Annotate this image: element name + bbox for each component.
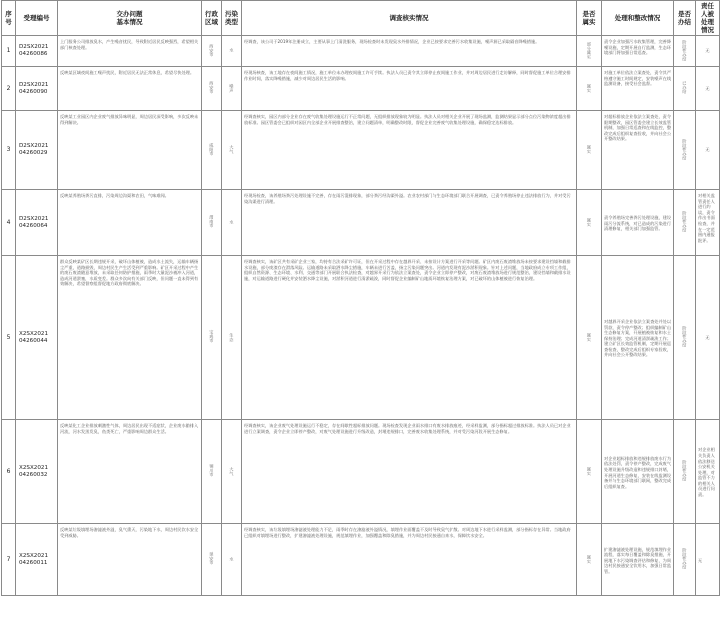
verified-cell: 属实 (577, 67, 602, 111)
closed-cell: 已办结 (674, 67, 696, 111)
verified-cell: 属实 (577, 256, 602, 420)
accountability-cell: 无 (696, 36, 720, 67)
type-cell: 水 (222, 190, 242, 256)
table-row (2, 111, 720, 190)
header-code: 受理编号 (16, 1, 58, 36)
table-row (2, 67, 720, 111)
code-cell: D2SX2021 04260086 (16, 36, 58, 67)
type-cell: 水 (222, 524, 242, 596)
closed-cell: 阶段性办结 (674, 420, 696, 524)
header-accountability: 责任人被 处理情况 (696, 1, 720, 36)
closed-cell: 阶段性办结 (674, 190, 696, 256)
seq-cell: 5 (2, 256, 16, 420)
code-cell: X2SX2021 04260011 (16, 524, 58, 596)
verified-cell: 部分属实 (577, 36, 602, 67)
district-cell: 咸阳市 (202, 111, 222, 190)
seq-cell: 3 (2, 111, 16, 190)
district-cell: 西安市 (202, 36, 222, 67)
problem-cell: 反映某区域夜间施工噪声扰民，附近居民无法正常休息，希望尽快处理。 (58, 67, 202, 111)
investigation-cell: 经调查核实，该垃圾填埋场渗滤液处理能力不足，雨季时存在渗滤液外溢情况，填埋作业面覆盖不及时导致臭气扩散。对周边地下水进行采样监测，部分指标存在异常。当地政府已组织对填埋场进行整改，扩建渗滤液处理设施，规范填埋作业，加强覆盖和除臭措施，并为周边村民接通自来水，保障饮水安全。 (242, 524, 577, 596)
seq-cell: 1 (2, 36, 16, 67)
type-cell: 噪声 (222, 67, 242, 111)
header-district: 行政 区域 (202, 1, 222, 36)
investigation-cell: 经现场检查，该养殖场粪污处理设施不完善，存在雨污混排现象，部分粪污经沟渠外溢。农业农村部门与生态环境部门联合开展调查，已责令养殖场停止违法排放行为，并对受污染沟渠进行清理。 (242, 190, 577, 256)
accountability-cell: 对企业相关负责人依法移送公安机关处理，对监管不力的相关人员进行问责。 (696, 420, 720, 524)
verified-cell: 属实 (577, 111, 602, 190)
verified-cell: 属实 (577, 190, 602, 256)
closed-cell: 阶段性办结 (674, 256, 696, 420)
header-handling: 处理和整改情况 (602, 1, 674, 36)
code-cell: D2SX2021 04260029 (16, 111, 58, 190)
handling-cell: 责令企业加强污水收集管理，完善降噪设施，定期开展自行监测，生态环境部门将加强日常巡查。 (602, 36, 674, 67)
closed-cell: 阶段性办结 (674, 36, 696, 67)
case-table (1, 0, 720, 596)
header-investigation: 调查核实情况 (242, 1, 577, 36)
handling-cell: 对超标排放企业依法立案查处，责令限期整改，园区管委会建立长效监管机制，加强日常巡查和在线监控，整改完成后组织复查验收，并向社会公开整改结果。 (602, 111, 674, 190)
header-problem: 交办问题 基本情况 (58, 1, 202, 36)
header-row (2, 1, 720, 36)
handling-cell: 责令养殖场完善粪污处理设施，建设雨污分流系统，对已造成的污染进行清理修复，相关部门加强监管。 (602, 190, 674, 256)
problem-cell: 反映某垃圾填埋场渗滤液外溢，臭气熏天，污染地下水，周边村民饮水安全受到威胁。 (58, 524, 202, 596)
problem-cell: 反映某工业园区内企业废气排放异味明显，周边居民深受影响，多次反映未得到解决。 (58, 111, 202, 190)
district-cell: 西安市 (202, 67, 222, 111)
verified-cell: 属实 (577, 420, 602, 524)
code-cell: D2SX2021 04260064 (16, 190, 58, 256)
table-row (2, 256, 720, 420)
closed-cell: 阶段性办结 (674, 524, 696, 596)
problem-cell: 反映某养殖场粪污直排，污染周边沟渠和农田，气味难闻。 (58, 190, 202, 256)
type-cell: 生态 (222, 256, 242, 420)
seq-cell: 4 (2, 190, 16, 256)
handling-cell: 对施工单位依法立案查处，责令其严格遵守施工时间规定，安装噪声在线监测设备，接受社会监督。 (602, 67, 674, 111)
handling-cell: 对企业超标排放和违规排放废水行为依法处罚，责令停产整改，完成废气处理设施升级改造和违规排口封堵，开展河道生态修复，安装在线监测设备并与生态环境部门联网，整改完成后组织复查。 (602, 420, 674, 524)
code-cell: X2SX2021 04260032 (16, 420, 58, 524)
district-cell: 延安市 (202, 524, 222, 596)
investigation-cell: 经调查核实，该矿区共有采矿企业三家，均持有合法采矿许可证，但在开采过程中存在越界开采、未按设计方案进行开采等问题。矿区内废石废渣堆放场未按要求建设挡墙和截排水设施，部分废渣存在滑落风险。运输道路未采取洒水降尘措施，车辆未进行苫盖，扬尘污染问题突出。河道内发现有泥沙淤积现象。针对上述问题，当地政府成立专项工作组，组织自然资源、生态环境、水利、交通等部门开展联合执法检查，对越界开采行为依法立案查处，责令企业立即停产整改，对废石废渣堆放场进行规范整治，建设挡墙和截排水设施，对运输道路进行硬化并安装洒水降尘设施，对淤积河道进行清淤疏浚，同时督促企业编制矿山地质环境恢复治理方案，对已破坏的山体植被进行恢复治理。 (242, 256, 577, 420)
table-row (2, 190, 720, 256)
investigation-cell: 经现场核查，该工地存在夜间施工情况，施工单位未办理夜间施工许可手续。执法人员已责令其立即停止夜间施工作业，并对周边居民进行走访解释，同时督促施工单位合理安排作业时间，落实降噪措施，减少对周边居民生活的影响。 (242, 67, 577, 111)
table-row (2, 420, 720, 524)
accountability-cell: 无 (696, 67, 720, 111)
closed-cell: 阶段性办结 (674, 111, 696, 190)
type-cell: 大气 (222, 420, 242, 524)
seq-cell: 7 (2, 524, 16, 596)
seq-cell: 6 (2, 420, 16, 524)
header-verified: 是否 属实 (577, 1, 602, 36)
type-cell: 水 (222, 36, 242, 67)
problem-cell: 群众反映某矿区长期违规开采，破坏山体植被，造成水土流失，运输车辆扬尘严重，道路损毁，周边村民生产生活受到严重影响。矿区开采过程中产生的废石废渣随意堆放，未采取任何防护措施，雨季时大量泥沙被冲入河道，造成河道淤塞，水质变差。群众多次向有关部门反映，但问题一直未得到有效解决，希望督察组督促地方政府彻底解决。 (58, 256, 202, 420)
table-row (2, 36, 720, 67)
investigation-cell: 经调查核实，该企业废气处理设施运行不稳定，存在间歇性超标排放问题。现场检查发现企业雨水排口有废水排放痕迹，经采样监测，部分指标超过排放标准。执法人员已对企业进行立案调查，责令企业立即停产整改，对废气处理设施进行升级改造，封堵违规排口，完善废水收集处理系统，并对受污染河段开展生态修复。 (242, 420, 577, 524)
seq-cell: 2 (2, 67, 16, 111)
problem-cell: 反映某化工企业排放刺激性气体，周边居民出现不适症状，企业废水偷排入河流，河水发黑发臭，鱼类死亡，严重影响周边群众生活。 (58, 420, 202, 524)
accountability-cell: 无 (696, 111, 720, 190)
accountability-cell: 无 (696, 256, 720, 420)
investigation-cell: 经调查核实，园区内部分企业存在废气收集处理设施运行不正常问题，无组织排放现象较为明显。执法人员对相关企业开展了现场监测，监测结果显示部分点位污染物浓度超出排放标准。园区管委会已组织对园区内全部企业开展排查整治，建立问题清单，明确整改时限，督促企业完善废气收集处理设施，确保稳定达标排放。 (242, 111, 577, 190)
verified-cell: 属实 (577, 524, 602, 596)
district-cell: 渭南市 (202, 190, 222, 256)
handling-cell: 对越界开采企业依法立案查处并处以罚款，责令停产整改；组织编制矿山生态修复方案，开展植被恢复和水土保持治理；完成河道清淤疏浚工作；建立矿区长效监管机制，定期开展巡查检查，整改完成后组织专家验收，并向社会公开整改结果。 (602, 256, 674, 420)
header-seq: 序号 (2, 1, 16, 36)
district-cell: 铜川市 (202, 420, 222, 524)
header-closed: 是否 办结 (674, 1, 696, 36)
type-cell: 大气 (222, 111, 242, 190)
code-cell: X2SX2021 04260044 (16, 256, 58, 420)
handling-cell: 扩建渗滤液处理设施，规范填埋作业流程，落实每日覆盖和除臭措施，开展地下水污染调查评估和修复，为周边村民接通安全饮用水，加强日常监管。 (602, 524, 674, 596)
accountability-cell: 对相关监管责任人进行约谈，责令作出书面检查，并在一定范围内通报批评。 (696, 190, 720, 256)
problem-cell: 上门服务公司排放臭水，产生噪音扰民，导致附近居民反映强烈，希望相关部门核查处理。 (58, 36, 202, 67)
table-row (2, 524, 720, 596)
code-cell: D2SX2021 04260090 (16, 67, 58, 111)
investigation-cell: 经调查，该公司于2019年注册成立，主要从事上门清洗服务，现场检查时未发现臭水外排情况，企业已按要求完善污水收集设施，噪声源已采取隔音降噪措施。 (242, 36, 577, 67)
accountability-cell: 无 (696, 524, 720, 596)
district-cell: 宝鸡市 (202, 256, 222, 420)
header-type: 污染 类型 (222, 1, 242, 36)
